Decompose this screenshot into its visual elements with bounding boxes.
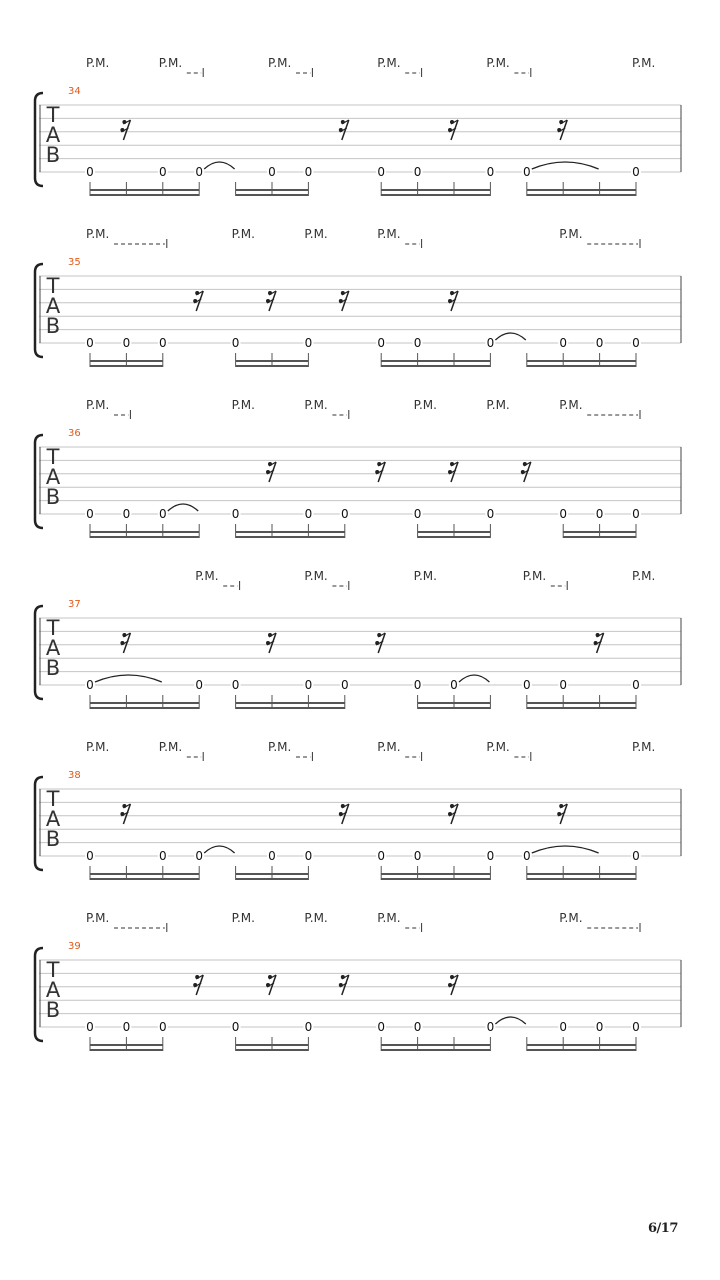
fret-number: 0 (86, 1020, 94, 1034)
fret-number: 0 (86, 165, 94, 179)
tab-clef-letter: B (45, 827, 61, 851)
sixteenth-rest (339, 291, 349, 311)
tab-clef-letter: A (45, 123, 61, 147)
fret-number: 0 (340, 507, 349, 521)
measure-system (35, 740, 681, 880)
measure-system (35, 227, 681, 367)
fret-number: 0 (86, 507, 94, 521)
fret-number: 0 (486, 507, 495, 521)
fret-number: 0 (595, 336, 604, 350)
tie-arc (204, 162, 234, 169)
fret-number: 0 (304, 336, 313, 350)
fret-number: 0 (158, 165, 167, 179)
measure-number: 34 (68, 86, 81, 97)
fret-number: 0 (522, 849, 531, 863)
palm-mute-label: P.M. (377, 56, 401, 70)
fret-number: 0 (158, 507, 167, 521)
fret-number: 0 (522, 678, 531, 692)
tie-arc (532, 846, 599, 853)
fret-number: 0 (195, 165, 204, 179)
palm-mute-label: P.M. (231, 398, 255, 412)
fret-number: 0 (304, 165, 313, 179)
measure-number: 35 (68, 257, 81, 268)
sixteenth-rest (375, 462, 385, 482)
sixteenth-rest (448, 975, 458, 995)
fret-number: 0 (86, 678, 94, 692)
fret-number: 0 (632, 1020, 640, 1034)
fret-number: 0 (158, 1020, 167, 1034)
sixteenth-rest (375, 633, 385, 653)
palm-mute-label: P.M. (86, 740, 110, 754)
fret-number: 0 (595, 1020, 604, 1034)
fret-number: 0 (268, 849, 276, 863)
tie-arc (532, 162, 599, 169)
tab-clef-letter: A (45, 978, 61, 1002)
sixteenth-rest (266, 975, 276, 995)
fret-number: 0 (559, 336, 568, 350)
palm-mute-label: P.M. (559, 911, 583, 925)
fret-number: 0 (340, 678, 349, 692)
palm-mute-label: P.M. (559, 227, 583, 241)
palm-mute-label: P.M. (231, 227, 255, 241)
tab-clef-letter: A (45, 636, 61, 660)
sixteenth-rest (521, 462, 531, 482)
fret-number: 0 (304, 507, 313, 521)
sixteenth-rest (193, 291, 203, 311)
palm-mute-label: P.M. (486, 740, 510, 754)
tab-clef-letter: A (45, 294, 61, 318)
fret-number: 0 (450, 678, 458, 692)
palm-mute-label: P.M. (377, 227, 401, 241)
fret-number: 0 (632, 507, 640, 521)
tab-clef-letter: B (45, 656, 61, 680)
fret-number: 0 (304, 678, 313, 692)
measure-number: 36 (68, 428, 81, 439)
fret-number: 0 (195, 849, 204, 863)
tab-clef-letter: T (46, 787, 60, 811)
fret-number: 0 (86, 336, 94, 350)
fret-number: 0 (231, 1020, 240, 1034)
fret-number: 0 (559, 1020, 568, 1034)
fret-number: 0 (413, 507, 422, 521)
measure-number: 37 (68, 599, 81, 610)
fret-number: 0 (413, 1020, 422, 1034)
palm-mute-label: P.M. (413, 569, 437, 583)
fret-number: 0 (413, 849, 422, 863)
fret-number: 0 (86, 849, 94, 863)
tab-clef-letter: T (46, 103, 60, 127)
measure-system (35, 398, 681, 538)
fret-number: 0 (632, 849, 640, 863)
fret-number: 0 (122, 507, 131, 521)
palm-mute-label: P.M. (195, 569, 219, 583)
fret-number: 0 (559, 678, 568, 692)
fret-number: 0 (122, 1020, 131, 1034)
palm-mute-label: P.M. (559, 398, 583, 412)
sixteenth-rest (448, 462, 458, 482)
palm-mute-label: P.M. (632, 569, 656, 583)
tie-arc (495, 1017, 525, 1024)
fret-number: 0 (413, 336, 422, 350)
measure-system (35, 569, 681, 709)
tab-clef-letter: T (46, 958, 60, 982)
tie-arc (168, 504, 198, 511)
palm-mute-label: P.M. (304, 398, 328, 412)
fret-number: 0 (632, 165, 640, 179)
palm-mute-label: P.M. (632, 740, 656, 754)
fret-number: 0 (304, 849, 313, 863)
sixteenth-rest (448, 120, 458, 140)
sixteenth-rest (120, 633, 130, 653)
palm-mute-label: P.M. (86, 56, 110, 70)
sixteenth-rest (448, 804, 458, 824)
fret-number: 0 (158, 849, 167, 863)
fret-number: 0 (231, 678, 240, 692)
palm-mute-label: P.M. (86, 398, 110, 412)
fret-number: 0 (377, 849, 386, 863)
fret-number: 0 (413, 678, 422, 692)
palm-mute-label: P.M. (632, 56, 656, 70)
sixteenth-rest (266, 462, 276, 482)
fret-number: 0 (632, 678, 640, 692)
fret-number: 0 (231, 507, 240, 521)
fret-number: 0 (377, 165, 386, 179)
sixteenth-rest (120, 120, 130, 140)
sixteenth-rest (448, 291, 458, 311)
palm-mute-label: P.M. (268, 740, 292, 754)
palm-mute-label: P.M. (304, 911, 328, 925)
fret-number: 0 (377, 336, 386, 350)
fret-number: 0 (377, 1020, 386, 1034)
tab-clef-letter: A (45, 465, 61, 489)
sixteenth-rest (266, 633, 276, 653)
fret-number: 0 (268, 165, 276, 179)
measure-system (35, 56, 681, 196)
sixteenth-rest (339, 975, 349, 995)
fret-number: 0 (195, 678, 204, 692)
palm-mute-label: P.M. (268, 56, 292, 70)
sixteenth-rest (339, 804, 349, 824)
sixteenth-rest (594, 633, 604, 653)
measure-number: 38 (68, 770, 81, 781)
palm-mute-label: P.M. (86, 227, 110, 241)
fret-number: 0 (522, 165, 531, 179)
tab-clef-letter: T (46, 616, 60, 640)
sixteenth-rest (266, 291, 276, 311)
fret-number: 0 (595, 507, 604, 521)
tie-arc (204, 846, 234, 853)
fret-number: 0 (231, 336, 240, 350)
sixteenth-rest (557, 120, 567, 140)
palm-mute-label: P.M. (377, 911, 401, 925)
palm-mute-label: P.M. (304, 227, 328, 241)
measure-system (35, 911, 681, 1051)
palm-mute-label: P.M. (377, 740, 401, 754)
tab-clef-letter: A (45, 807, 61, 831)
palm-mute-label: P.M. (522, 569, 547, 583)
palm-mute-label: P.M. (413, 398, 437, 412)
fret-number: 0 (632, 336, 640, 350)
page-number: 6/17 (648, 1221, 678, 1236)
tab-clef-letter: T (46, 274, 60, 298)
palm-mute-label: P.M. (486, 398, 510, 412)
fret-number: 0 (486, 165, 495, 179)
fret-number: 0 (158, 336, 167, 350)
fret-number: 0 (122, 336, 131, 350)
palm-mute-label: P.M. (304, 569, 328, 583)
tie-arc (495, 333, 525, 340)
sixteenth-rest (120, 804, 130, 824)
palm-mute-label: P.M. (158, 740, 183, 754)
tie-arc (95, 675, 162, 682)
palm-mute-label: P.M. (486, 56, 510, 70)
tie-arc (459, 675, 489, 682)
fret-number: 0 (559, 507, 568, 521)
palm-mute-label: P.M. (86, 911, 110, 925)
palm-mute-label: P.M. (231, 911, 255, 925)
sixteenth-rest (339, 120, 349, 140)
fret-number: 0 (486, 336, 495, 350)
tab-clef-letter: B (45, 143, 61, 167)
measure-number: 39 (68, 941, 81, 952)
palm-mute-label: P.M. (158, 56, 183, 70)
tab-clef-letter: B (45, 998, 61, 1022)
tab-clef-letter: T (46, 445, 60, 469)
fret-number: 0 (486, 849, 495, 863)
fret-number: 0 (304, 1020, 313, 1034)
tab-clef-letter: B (45, 314, 61, 338)
fret-number: 0 (413, 165, 422, 179)
fret-number: 0 (486, 1020, 495, 1034)
sixteenth-rest (557, 804, 567, 824)
sixteenth-rest (193, 975, 203, 995)
tab-clef-letter: B (45, 485, 61, 509)
